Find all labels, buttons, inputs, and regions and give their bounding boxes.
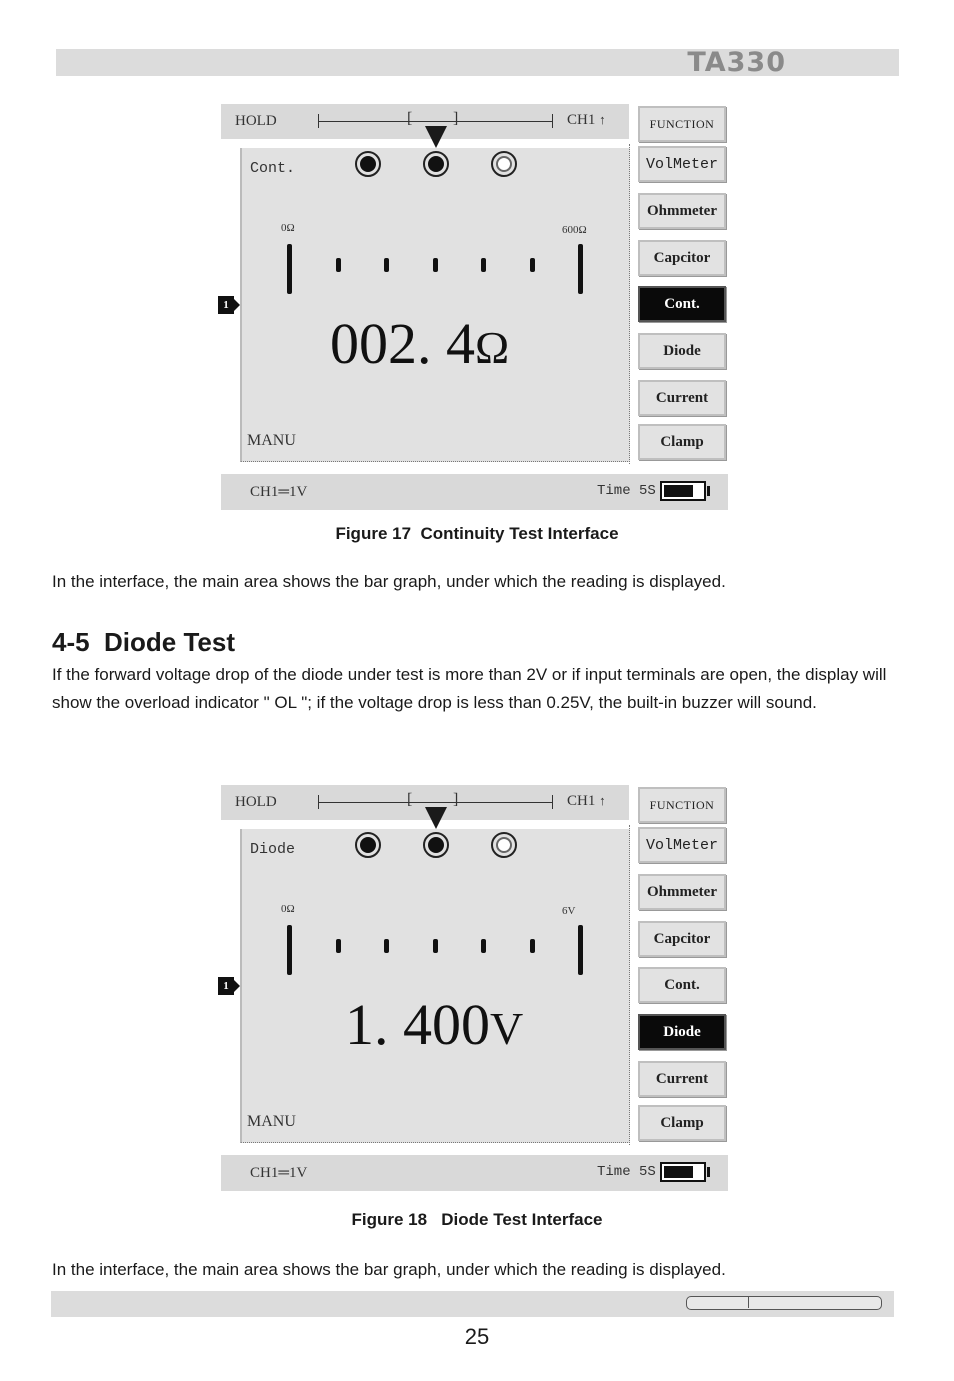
- timeline-bracket-right: ]: [453, 791, 459, 808]
- menu-voltmeter-button[interactable]: VolMeter: [638, 146, 726, 182]
- hold-label[interactable]: HOLD: [235, 794, 277, 810]
- menu-continuity-button[interactable]: Cont.: [638, 967, 726, 1003]
- bar-graph-tick: [336, 258, 341, 272]
- indicator-hollow-icon: [491, 832, 517, 858]
- menu-capacitor-button[interactable]: Capcitor: [638, 921, 726, 957]
- page-number: 25: [464, 1324, 490, 1349]
- top-status-bar: [221, 104, 629, 139]
- trigger-edge-icon: ↑: [599, 793, 606, 808]
- bar-graph-tick: [433, 939, 438, 953]
- menu-ohmmeter-button[interactable]: Ohmmeter: [638, 874, 726, 910]
- menu-diode-button[interactable]: Diode: [638, 333, 726, 369]
- battery-icon: [660, 1162, 706, 1182]
- bar-graph-end-tick: [578, 925, 583, 975]
- reading-unit: Ω: [475, 322, 510, 373]
- menu-voltmeter-button[interactable]: VolMeter: [638, 827, 726, 863]
- channel-label[interactable]: CH1 ↑: [567, 112, 606, 128]
- figure-continuity-interface: [221, 104, 728, 510]
- range-mode-label: MANU: [247, 432, 296, 449]
- bar-graph-tick: [384, 258, 389, 272]
- reading-display: [330, 310, 509, 377]
- figure-diode-interface: [221, 785, 728, 1191]
- function-menu: [629, 785, 728, 1145]
- battery-level-fill: [664, 1166, 693, 1178]
- section-title: 4-5 Diode Test: [52, 627, 236, 657]
- timebase-label: Time 5S: [597, 1164, 656, 1180]
- range-min-label: 0Ω: [281, 222, 295, 234]
- bottom-status-bar: [221, 1155, 728, 1191]
- reading-value: 1. 400: [345, 992, 490, 1057]
- function-menu-header: FUNCTION: [638, 106, 726, 142]
- range-mode-label: MANU: [247, 1113, 296, 1130]
- mode-label: Diode: [250, 841, 296, 858]
- trigger-edge-icon: ↑: [599, 112, 606, 127]
- bottom-status-bar: [221, 474, 728, 510]
- bar-graph-tick: [530, 939, 535, 953]
- menu-ohmmeter-button[interactable]: Ohmmeter: [638, 193, 726, 229]
- menu-current-button[interactable]: Current: [638, 380, 726, 416]
- timeline-track: [318, 121, 552, 122]
- bar-graph-start-tick: [287, 925, 292, 975]
- menu-current-button[interactable]: Current: [638, 1061, 726, 1097]
- timeline-bracket-left: [: [407, 110, 413, 127]
- indicator-filled-icon: [423, 832, 449, 858]
- menu-clamp-button[interactable]: Clamp: [638, 1105, 726, 1141]
- menu-diode-button[interactable]: Diode: [638, 1014, 726, 1050]
- paragraph: In the interface, the main area shows the bar graph, under which the reading is displayed.: [52, 572, 726, 591]
- menu-continuity-button[interactable]: Cont.: [638, 286, 726, 322]
- channel-marker-icon: 1: [218, 296, 234, 314]
- bar-graph-end-tick: [578, 244, 583, 294]
- figure-caption: Figure 18 Diode Test Interface: [351, 1210, 603, 1229]
- trigger-marker-icon[interactable]: [425, 126, 447, 148]
- timeline-track: [318, 802, 552, 803]
- timeline-bracket-left: [: [407, 791, 413, 808]
- range-min-label: 0Ω: [281, 903, 295, 915]
- reading-unit: V: [490, 1003, 524, 1054]
- indicator-filled-icon: [355, 151, 381, 177]
- display-area: [240, 829, 630, 1143]
- reading-value: 002. 4: [330, 311, 475, 376]
- paragraph: If the forward voltage drop of the diode under test is more than 2V or if input terminals are open, the display will show the overload indicator " OL "; if the voltage drop is less than 0.25V, the built-in buzzer will sound.: [52, 665, 887, 712]
- menu-capacitor-button[interactable]: Capcitor: [638, 240, 726, 276]
- brand-logo: TA330: [687, 47, 786, 78]
- menu-clamp-button[interactable]: Clamp: [638, 424, 726, 460]
- timebase-label: Time 5S: [597, 483, 656, 499]
- function-menu: [629, 104, 728, 464]
- top-status-bar: [221, 785, 629, 820]
- hold-label[interactable]: HOLD: [235, 113, 277, 129]
- channel-setting: CH1═1V: [250, 484, 308, 500]
- reading-display: [345, 991, 523, 1058]
- bar-graph-tick: [481, 939, 486, 953]
- bar-graph-tick: [530, 258, 535, 272]
- display-area: [240, 148, 630, 462]
- bar-graph-tick: [384, 939, 389, 953]
- timeline-bracket-right: ]: [453, 110, 459, 127]
- figure-caption: Figure 17 Continuity Test Interface: [335, 524, 619, 543]
- range-max-label: 600Ω: [562, 224, 587, 236]
- bar-graph-tick: [481, 258, 486, 272]
- bar-graph-tick: [336, 939, 341, 953]
- indicator-filled-icon: [423, 151, 449, 177]
- channel-label[interactable]: CH1 ↑: [567, 793, 606, 809]
- battery-icon: [660, 481, 706, 501]
- function-menu-header: FUNCTION: [638, 787, 726, 823]
- indicator-filled-icon: [355, 832, 381, 858]
- paragraph: In the interface, the main area shows the bar graph, under which the reading is displayed.: [52, 1260, 726, 1279]
- bar-graph-start-tick: [287, 244, 292, 294]
- footer-bar: [51, 1291, 894, 1317]
- channel-marker-icon: 1: [218, 977, 234, 995]
- channel-setting: CH1═1V: [250, 1165, 308, 1181]
- range-max-label: 6V: [562, 905, 576, 917]
- indicator-hollow-icon: [491, 151, 517, 177]
- trigger-marker-icon[interactable]: [425, 807, 447, 829]
- battery-level-fill: [664, 485, 693, 497]
- mode-label: Cont.: [250, 160, 296, 177]
- bar-graph-tick: [433, 258, 438, 272]
- footer-decoration: [686, 1296, 882, 1310]
